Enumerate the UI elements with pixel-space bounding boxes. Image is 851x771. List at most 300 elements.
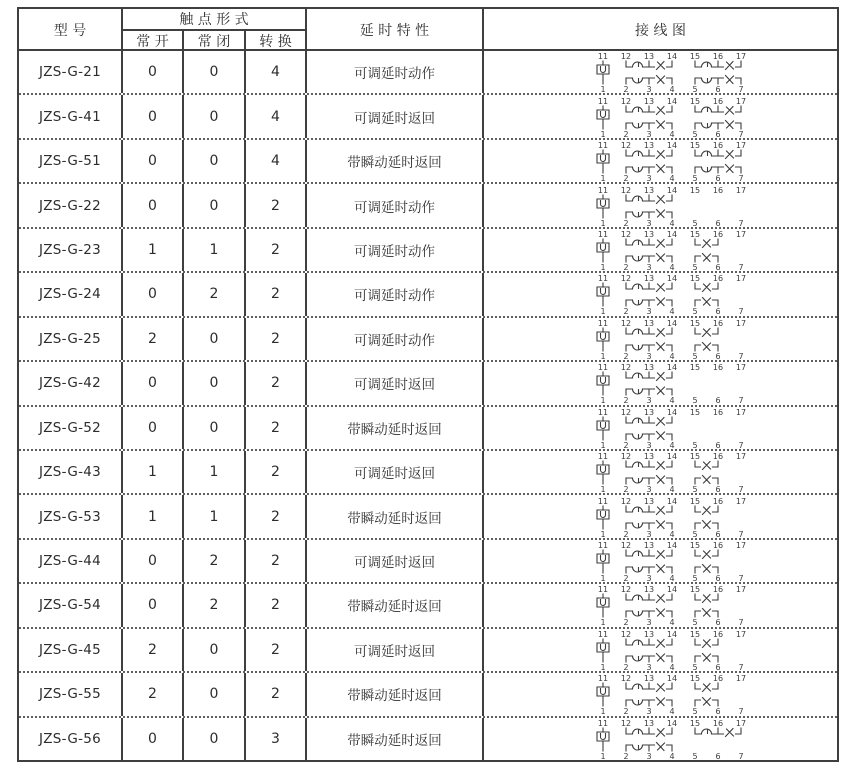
- table-row: [19, 140, 837, 184]
- svg-text:4: 4: [669, 396, 675, 405]
- svg-text:1: 1: [600, 751, 606, 760]
- svg-text:5: 5: [692, 218, 698, 227]
- wiring-diagram-cell: [484, 718, 837, 760]
- table-row: [19, 673, 837, 717]
- wiring-diagram-svg: [595, 496, 755, 538]
- normally-closed-cell: 0: [184, 673, 246, 715]
- terminal-numbers: [598, 97, 746, 138]
- svg-text:4: 4: [669, 174, 675, 183]
- svg-text:15: 15: [689, 141, 701, 151]
- svg-text:3: 3: [646, 307, 652, 316]
- wiring-lines: [597, 417, 672, 440]
- svg-text:5: 5: [692, 751, 698, 760]
- svg-text:6: 6: [715, 129, 721, 138]
- wiring-diagram-cell: [484, 495, 837, 537]
- changeover-cell: 2: [246, 629, 307, 671]
- svg-text:2: 2: [623, 751, 629, 760]
- svg-text:11: 11: [597, 185, 609, 195]
- model-cell: JZS-G-43: [19, 451, 123, 493]
- delay-characteristic-cell: 可调延时动作: [307, 318, 484, 360]
- svg-text:3: 3: [646, 707, 652, 716]
- normally-open-cell: 2: [123, 318, 184, 360]
- svg-text:3: 3: [646, 218, 652, 227]
- svg-text:16: 16: [712, 363, 724, 373]
- svg-text:3: 3: [646, 574, 652, 583]
- wiring-diagram-svg: [595, 51, 755, 93]
- model-cell: JZS-G-45: [19, 629, 123, 671]
- svg-text:5: 5: [692, 396, 698, 405]
- svg-text:7: 7: [738, 707, 744, 716]
- model-cell: JZS-G-55: [19, 673, 123, 715]
- svg-text:4: 4: [669, 307, 675, 316]
- svg-text:7: 7: [738, 218, 744, 227]
- svg-text:15: 15: [689, 407, 701, 417]
- delay-characteristic-cell: 带瞬动延时返回: [307, 140, 484, 182]
- svg-text:11: 11: [597, 407, 609, 417]
- svg-text:2: 2: [623, 618, 629, 627]
- svg-text:4: 4: [669, 485, 675, 494]
- model-cell: JZS-G-42: [19, 362, 123, 404]
- svg-text:1: 1: [600, 662, 606, 671]
- svg-text:12: 12: [620, 318, 632, 328]
- svg-text:1: 1: [600, 351, 606, 360]
- svg-text:4: 4: [669, 129, 675, 138]
- terminal-numbers: [598, 230, 746, 271]
- svg-text:4: 4: [669, 751, 675, 760]
- wiring-diagram-svg: [595, 407, 755, 449]
- svg-text:12: 12: [620, 452, 632, 462]
- svg-text:6: 6: [715, 440, 721, 449]
- table-row: [19, 407, 837, 451]
- svg-text:17: 17: [735, 229, 747, 239]
- svg-text:14: 14: [666, 229, 678, 239]
- table-row: [19, 629, 837, 673]
- wiring-diagram-cell: [484, 51, 837, 93]
- svg-text:4: 4: [669, 262, 675, 271]
- svg-text:13: 13: [643, 407, 655, 417]
- wiring-lines: [597, 639, 718, 662]
- svg-text:15: 15: [689, 363, 701, 373]
- wiring-lines: [597, 728, 741, 751]
- svg-text:7: 7: [738, 174, 744, 183]
- terminal-numbers: [598, 674, 746, 715]
- svg-text:16: 16: [712, 52, 724, 62]
- wiring-diagram-cell: [484, 95, 837, 137]
- svg-text:3: 3: [646, 129, 652, 138]
- svg-text:17: 17: [735, 407, 747, 417]
- normally-closed-cell: 0: [184, 629, 246, 671]
- wiring-diagram-cell: [484, 451, 837, 493]
- table-header: [19, 9, 837, 51]
- svg-text:6: 6: [715, 662, 721, 671]
- svg-text:14: 14: [666, 585, 678, 595]
- table-row: [19, 718, 837, 760]
- svg-text:6: 6: [715, 174, 721, 183]
- normally-closed-cell: 2: [184, 540, 246, 582]
- svg-text:14: 14: [666, 452, 678, 462]
- svg-text:3: 3: [646, 85, 652, 94]
- svg-text:2: 2: [623, 440, 629, 449]
- svg-text:6: 6: [715, 396, 721, 405]
- svg-text:3: 3: [646, 396, 652, 405]
- terminal-numbers: [598, 141, 746, 182]
- svg-text:5: 5: [692, 85, 698, 94]
- svg-text:7: 7: [738, 129, 744, 138]
- delay-characteristic-cell: 可调延时返回: [307, 540, 484, 582]
- svg-text:2: 2: [623, 351, 629, 360]
- table-row: [19, 584, 837, 628]
- svg-text:7: 7: [738, 307, 744, 316]
- header-model: 型 号: [19, 9, 123, 51]
- svg-text:13: 13: [643, 452, 655, 462]
- wiring-diagram-svg: [595, 185, 755, 227]
- svg-text:7: 7: [738, 85, 744, 94]
- wiring-lines: [597, 283, 718, 306]
- svg-text:1: 1: [600, 218, 606, 227]
- wiring-lines: [597, 461, 718, 484]
- svg-text:6: 6: [715, 707, 721, 716]
- wiring-diagram-cell: [484, 362, 837, 404]
- svg-text:2: 2: [623, 396, 629, 405]
- svg-text:12: 12: [620, 363, 632, 373]
- svg-text:1: 1: [600, 707, 606, 716]
- svg-text:11: 11: [597, 274, 609, 284]
- svg-text:17: 17: [735, 363, 747, 373]
- svg-text:2: 2: [623, 529, 629, 538]
- svg-text:3: 3: [646, 440, 652, 449]
- model-cell: JZS-G-21: [19, 51, 123, 93]
- svg-text:17: 17: [735, 274, 747, 284]
- normally-open-cell: 0: [123, 584, 184, 626]
- svg-text:17: 17: [735, 141, 747, 151]
- svg-text:5: 5: [692, 485, 698, 494]
- table-body: [19, 51, 837, 760]
- normally-closed-cell: 1: [184, 229, 246, 271]
- svg-text:2: 2: [623, 307, 629, 316]
- svg-text:12: 12: [620, 229, 632, 239]
- svg-text:17: 17: [735, 185, 747, 195]
- svg-text:7: 7: [738, 262, 744, 271]
- changeover-cell: 2: [246, 273, 307, 315]
- terminal-numbers: [598, 363, 746, 404]
- wiring-diagram-svg: [595, 140, 755, 182]
- model-cell: JZS-G-51: [19, 140, 123, 182]
- svg-text:15: 15: [689, 318, 701, 328]
- model-cell: JZS-G-56: [19, 718, 123, 760]
- table-row: [19, 318, 837, 362]
- svg-text:6: 6: [715, 618, 721, 627]
- svg-text:7: 7: [738, 440, 744, 449]
- svg-text:3: 3: [646, 174, 652, 183]
- delay-characteristic-cell: 带瞬动延时返回: [307, 673, 484, 715]
- wiring-lines: [597, 550, 718, 573]
- svg-text:11: 11: [597, 629, 609, 639]
- svg-text:6: 6: [715, 85, 721, 94]
- wiring-diagram-cell: [484, 184, 837, 226]
- wiring-lines: [597, 106, 741, 129]
- svg-text:5: 5: [692, 529, 698, 538]
- wiring-diagram-cell: [484, 407, 837, 449]
- normally-closed-cell: 2: [184, 273, 246, 315]
- wiring-diagram-svg: [595, 229, 755, 271]
- svg-text:6: 6: [715, 307, 721, 316]
- svg-text:4: 4: [669, 574, 675, 583]
- delay-characteristic-cell: 带瞬动延时返回: [307, 407, 484, 449]
- header-normally-closed: 常 闭: [184, 31, 246, 51]
- terminal-numbers: [598, 585, 746, 626]
- svg-text:17: 17: [735, 496, 747, 506]
- svg-text:13: 13: [643, 363, 655, 373]
- svg-text:3: 3: [646, 262, 652, 271]
- svg-text:5: 5: [692, 662, 698, 671]
- svg-text:1: 1: [600, 307, 606, 316]
- wiring-lines: [597, 239, 718, 262]
- svg-text:6: 6: [715, 751, 721, 760]
- delay-characteristic-cell: 可调延时动作: [307, 51, 484, 93]
- table-row: [19, 51, 837, 95]
- terminal-numbers: [598, 541, 746, 582]
- delay-characteristic-cell: 带瞬动延时返回: [307, 584, 484, 626]
- svg-text:17: 17: [735, 541, 747, 551]
- svg-text:15: 15: [689, 452, 701, 462]
- terminal-numbers: [598, 408, 746, 449]
- wiring-diagram-svg: [595, 718, 755, 760]
- terminal-numbers: [598, 319, 746, 360]
- normally-open-cell: 2: [123, 629, 184, 671]
- table-row: [19, 95, 837, 139]
- svg-text:14: 14: [666, 96, 678, 106]
- svg-text:13: 13: [643, 718, 655, 728]
- svg-text:12: 12: [620, 407, 632, 417]
- delay-characteristic-cell: 可调延时返回: [307, 95, 484, 137]
- svg-text:16: 16: [712, 452, 724, 462]
- svg-text:14: 14: [666, 141, 678, 151]
- svg-text:11: 11: [597, 496, 609, 506]
- svg-text:13: 13: [643, 318, 655, 328]
- svg-text:1: 1: [600, 396, 606, 405]
- normally-closed-cell: 1: [184, 495, 246, 537]
- svg-text:4: 4: [669, 618, 675, 627]
- table-row: [19, 229, 837, 273]
- svg-text:16: 16: [712, 718, 724, 728]
- svg-text:3: 3: [646, 618, 652, 627]
- svg-text:12: 12: [620, 718, 632, 728]
- svg-text:12: 12: [620, 141, 632, 151]
- svg-text:14: 14: [666, 363, 678, 373]
- svg-text:4: 4: [669, 351, 675, 360]
- svg-text:2: 2: [623, 218, 629, 227]
- normally-open-cell: 2: [123, 673, 184, 715]
- changeover-cell: 2: [246, 407, 307, 449]
- svg-text:16: 16: [712, 585, 724, 595]
- svg-text:16: 16: [712, 674, 724, 684]
- svg-text:15: 15: [689, 96, 701, 106]
- table-row: [19, 184, 837, 228]
- svg-text:15: 15: [689, 629, 701, 639]
- svg-text:14: 14: [666, 718, 678, 728]
- changeover-cell: 2: [246, 318, 307, 360]
- header-normally-open: 常 开: [123, 31, 184, 51]
- model-cell: JZS-G-22: [19, 184, 123, 226]
- svg-text:5: 5: [692, 262, 698, 271]
- svg-text:15: 15: [689, 229, 701, 239]
- wiring-diagram-svg: [595, 451, 755, 493]
- relay-spec-table: [17, 7, 839, 762]
- svg-text:2: 2: [623, 85, 629, 94]
- svg-text:2: 2: [623, 262, 629, 271]
- svg-text:16: 16: [712, 141, 724, 151]
- svg-text:11: 11: [597, 541, 609, 551]
- changeover-cell: 2: [246, 184, 307, 226]
- wiring-lines: [597, 372, 672, 395]
- changeover-cell: 2: [246, 673, 307, 715]
- header-changeover: 转 换: [246, 31, 307, 51]
- svg-text:17: 17: [735, 629, 747, 639]
- wiring-diagram-cell: [484, 584, 837, 626]
- svg-text:14: 14: [666, 318, 678, 328]
- svg-text:16: 16: [712, 185, 724, 195]
- svg-text:4: 4: [669, 85, 675, 94]
- svg-text:12: 12: [620, 496, 632, 506]
- svg-text:7: 7: [738, 351, 744, 360]
- model-cell: JZS-G-41: [19, 95, 123, 137]
- svg-text:5: 5: [692, 707, 698, 716]
- svg-text:17: 17: [735, 52, 747, 62]
- model-cell: JZS-G-25: [19, 318, 123, 360]
- normally-closed-cell: 0: [184, 362, 246, 404]
- svg-text:14: 14: [666, 407, 678, 417]
- svg-text:12: 12: [620, 52, 632, 62]
- wiring-diagram-svg: [595, 96, 755, 138]
- wiring-diagram-svg: [595, 673, 755, 715]
- svg-text:17: 17: [735, 585, 747, 595]
- changeover-cell: 2: [246, 584, 307, 626]
- table-row: [19, 540, 837, 584]
- svg-text:5: 5: [692, 351, 698, 360]
- svg-text:17: 17: [735, 718, 747, 728]
- svg-text:15: 15: [689, 585, 701, 595]
- svg-text:14: 14: [666, 541, 678, 551]
- delay-characteristic-cell: 带瞬动延时返回: [307, 495, 484, 537]
- svg-text:13: 13: [643, 541, 655, 551]
- svg-text:1: 1: [600, 174, 606, 183]
- wiring-diagram-svg: [595, 362, 755, 404]
- svg-text:15: 15: [689, 496, 701, 506]
- changeover-cell: 2: [246, 229, 307, 271]
- delay-characteristic-cell: 可调延时动作: [307, 273, 484, 315]
- header-contact-subrow: [123, 31, 307, 51]
- svg-text:16: 16: [712, 274, 724, 284]
- normally-open-cell: 0: [123, 718, 184, 760]
- svg-text:5: 5: [692, 574, 698, 583]
- svg-text:2: 2: [623, 485, 629, 494]
- normally-closed-cell: 0: [184, 718, 246, 760]
- svg-text:1: 1: [600, 262, 606, 271]
- svg-text:13: 13: [643, 229, 655, 239]
- model-cell: JZS-G-54: [19, 584, 123, 626]
- delay-characteristic-cell: 可调延时返回: [307, 451, 484, 493]
- svg-text:2: 2: [623, 129, 629, 138]
- normally-closed-cell: 0: [184, 407, 246, 449]
- normally-open-cell: 0: [123, 273, 184, 315]
- svg-text:6: 6: [715, 485, 721, 494]
- svg-text:1: 1: [600, 529, 606, 538]
- svg-text:3: 3: [646, 662, 652, 671]
- changeover-cell: 2: [246, 495, 307, 537]
- wiring-diagram-cell: [484, 229, 837, 271]
- wiring-lines: [597, 61, 741, 84]
- wiring-diagram-svg: [595, 273, 755, 315]
- svg-text:12: 12: [620, 185, 632, 195]
- svg-text:16: 16: [712, 318, 724, 328]
- svg-text:2: 2: [623, 707, 629, 716]
- table-row: [19, 273, 837, 317]
- wiring-lines: [597, 506, 718, 529]
- svg-text:1: 1: [600, 574, 606, 583]
- terminal-numbers: [598, 452, 746, 493]
- svg-text:7: 7: [738, 618, 744, 627]
- svg-text:15: 15: [689, 185, 701, 195]
- svg-text:7: 7: [738, 662, 744, 671]
- svg-text:14: 14: [666, 674, 678, 684]
- svg-text:6: 6: [715, 218, 721, 227]
- svg-text:3: 3: [646, 351, 652, 360]
- header-contact-form-group: [123, 9, 307, 51]
- wiring-lines: [597, 328, 718, 351]
- svg-text:6: 6: [715, 529, 721, 538]
- svg-text:17: 17: [735, 318, 747, 328]
- model-cell: JZS-G-23: [19, 229, 123, 271]
- svg-text:14: 14: [666, 185, 678, 195]
- svg-text:4: 4: [669, 218, 675, 227]
- changeover-cell: 2: [246, 540, 307, 582]
- svg-text:11: 11: [597, 318, 609, 328]
- svg-text:12: 12: [620, 674, 632, 684]
- svg-text:4: 4: [669, 707, 675, 716]
- wiring-lines: [597, 683, 718, 706]
- svg-text:11: 11: [597, 141, 609, 151]
- svg-text:4: 4: [669, 529, 675, 538]
- svg-text:5: 5: [692, 440, 698, 449]
- svg-text:7: 7: [738, 751, 744, 760]
- svg-text:11: 11: [597, 674, 609, 684]
- svg-text:1: 1: [600, 618, 606, 627]
- model-cell: JZS-G-24: [19, 273, 123, 315]
- normally-open-cell: 0: [123, 362, 184, 404]
- normally-closed-cell: 0: [184, 51, 246, 93]
- svg-text:11: 11: [597, 452, 609, 462]
- delay-characteristic-cell: 带瞬动延时返回: [307, 718, 484, 760]
- svg-text:7: 7: [738, 529, 744, 538]
- normally-open-cell: 0: [123, 95, 184, 137]
- delay-characteristic-cell: 可调延时动作: [307, 229, 484, 271]
- svg-text:3: 3: [646, 529, 652, 538]
- header-contact-form: 触 点 形 式: [123, 9, 307, 31]
- normally-open-cell: 0: [123, 140, 184, 182]
- terminal-numbers: [598, 630, 746, 671]
- svg-text:11: 11: [597, 52, 609, 62]
- normally-open-cell: 0: [123, 51, 184, 93]
- svg-text:16: 16: [712, 96, 724, 106]
- wiring-diagram-svg: [595, 540, 755, 582]
- svg-text:14: 14: [666, 52, 678, 62]
- svg-text:7: 7: [738, 574, 744, 583]
- wiring-diagram-svg: [595, 629, 755, 671]
- svg-text:12: 12: [620, 96, 632, 106]
- svg-text:5: 5: [692, 618, 698, 627]
- svg-text:14: 14: [666, 496, 678, 506]
- svg-text:15: 15: [689, 274, 701, 284]
